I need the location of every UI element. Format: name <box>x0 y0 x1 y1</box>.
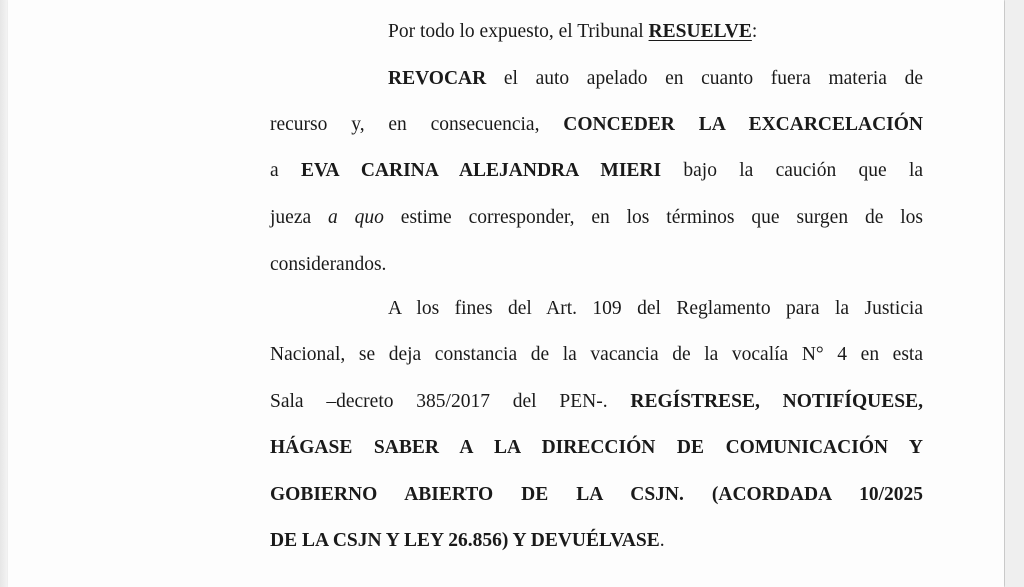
p2-line-6 <box>270 529 665 553</box>
p2-line-2 <box>270 343 923 367</box>
p2-line-1 <box>388 297 923 321</box>
p1-line-1-text: el auto apelado en cuanto fuera materia de <box>486 68 923 89</box>
p1-line-1 <box>388 67 923 91</box>
page-right-margin <box>1005 0 1024 587</box>
p2-line-5 <box>270 483 923 507</box>
p2-line-4 <box>270 436 923 460</box>
p1-line-4-text: estime corresponder, en los términos que surgen de los <box>383 207 924 228</box>
p2-line-5-text: GOBIERNO ABIERTO DE LA CSJN. (ACORDADA 10/2025 <box>270 484 923 505</box>
p1-line-3-pre: a <box>270 160 301 181</box>
heading-colon: : <box>751 21 758 42</box>
p2-line-1-text: A los fines del Art. 109 del Reglamento para la Justicia <box>388 298 923 319</box>
page-left-edge <box>0 0 8 587</box>
revocar-keyword: REVOCAR <box>388 68 487 89</box>
defendant-name: EVA CARINA ALEJANDRA MIERI <box>300 160 662 181</box>
a-quo-italic: a quo <box>328 207 384 228</box>
p1-line-4 <box>270 206 923 230</box>
p2-line-6-text: DE LA CSJN Y LEY 26.856) Y DEVUÉLVASE <box>270 530 660 551</box>
p2-line-4-text: HÁGASE SABER A LA DIRECCIÓN DE COMUNICACIÓN Y <box>270 437 923 458</box>
heading-text: Por todo lo expuesto, el Tribunal <box>388 21 649 42</box>
p1-line-5-text: considerandos. <box>270 254 387 275</box>
p1-line-2-text: recurso y, en consecuencia, <box>270 114 564 135</box>
p2-line-3-text: Sala –decreto 385/2017 del PEN-. <box>270 391 631 412</box>
p2-line-2-text: Nacional, se deja constancia de la vacancia de la vocalía N° 4 en esta <box>270 344 923 365</box>
conceder-keyword: CONCEDER LA EXCARCELACIÓN <box>563 114 923 135</box>
p1-line-4-pre: jueza <box>270 207 329 228</box>
p1-line-3 <box>270 159 923 183</box>
p1-line-3-text: bajo la caución que la <box>661 160 924 181</box>
registrese-keyword: REGÍSTRESE, NOTIFÍQUESE, <box>630 391 923 412</box>
resolution-heading <box>388 20 757 44</box>
p1-line-2 <box>270 113 923 137</box>
resuelve-keyword: RESUELVE <box>648 21 752 42</box>
final-period: . <box>659 530 665 551</box>
p2-line-3 <box>270 390 923 414</box>
p1-line-5 <box>270 253 386 277</box>
